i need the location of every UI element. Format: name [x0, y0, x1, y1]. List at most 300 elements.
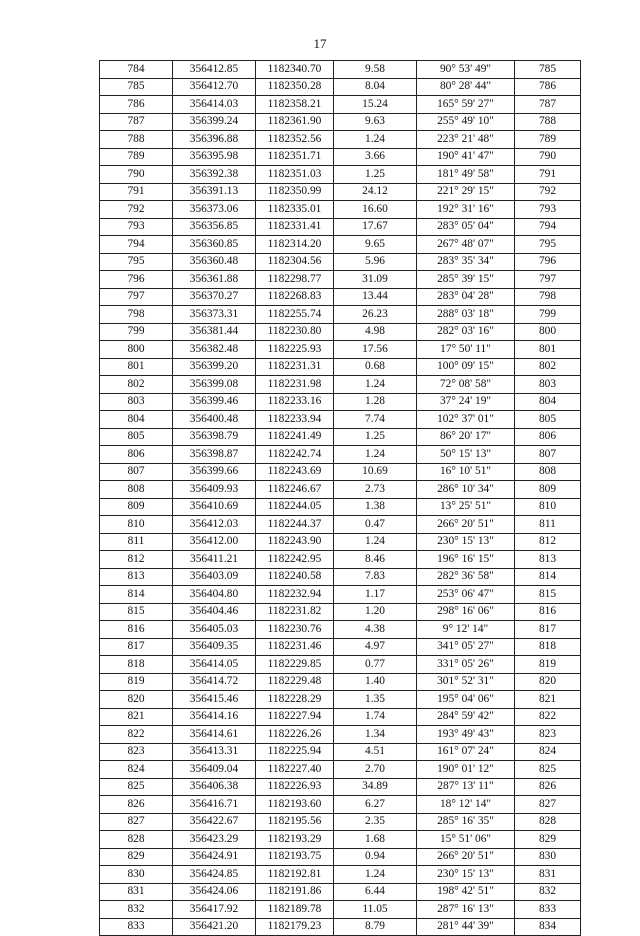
distance-cell: 15.24 — [334, 96, 417, 114]
next-point-number-cell: 810 — [515, 498, 581, 516]
y-coordinate-cell: 1182244.05 — [256, 498, 334, 516]
bearing-cell: 50° 15' 13" — [417, 446, 515, 464]
y-coordinate-cell: 1182192.81 — [256, 866, 334, 884]
table-row — [100, 428, 581, 446]
table-row — [100, 218, 581, 236]
table-row — [100, 463, 581, 481]
next-point-number-cell: 800 — [515, 323, 581, 341]
x-coordinate-cell: 356373.31 — [173, 306, 256, 324]
bearing-cell: 286° 10' 34" — [417, 481, 515, 499]
table-row — [100, 446, 581, 464]
distance-cell: 9.63 — [334, 113, 417, 131]
distance-cell: 7.83 — [334, 568, 417, 586]
distance-cell: 31.09 — [334, 271, 417, 289]
distance-cell: 16.60 — [334, 201, 417, 219]
distance-cell: 3.66 — [334, 148, 417, 166]
table-row — [100, 78, 581, 96]
table-row — [100, 901, 581, 919]
x-coordinate-cell: 356417.92 — [173, 901, 256, 919]
point-number-cell: 798 — [100, 306, 173, 324]
distance-cell: 0.94 — [334, 848, 417, 866]
distance-cell: 4.38 — [334, 621, 417, 639]
x-coordinate-cell: 356414.03 — [173, 96, 256, 114]
y-coordinate-cell: 1182231.46 — [256, 638, 334, 656]
point-number-cell: 799 — [100, 323, 173, 341]
bearing-cell: 9° 12' 14" — [417, 621, 515, 639]
y-coordinate-cell: 1182242.74 — [256, 446, 334, 464]
y-coordinate-cell: 1182233.94 — [256, 411, 334, 429]
next-point-number-cell: 833 — [515, 901, 581, 919]
next-point-number-cell: 831 — [515, 866, 581, 884]
next-point-number-cell: 797 — [515, 271, 581, 289]
distance-cell: 2.35 — [334, 813, 417, 831]
table-row — [100, 551, 581, 569]
next-point-number-cell: 826 — [515, 778, 581, 796]
point-number-cell: 824 — [100, 761, 173, 779]
next-point-number-cell: 798 — [515, 288, 581, 306]
y-coordinate-cell: 1182268.83 — [256, 288, 334, 306]
distance-cell: 8.46 — [334, 551, 417, 569]
next-point-number-cell: 793 — [515, 201, 581, 219]
bearing-cell: 18° 12' 14" — [417, 796, 515, 814]
bearing-cell: 16° 10' 51" — [417, 463, 515, 481]
table-row — [100, 96, 581, 114]
point-number-cell: 796 — [100, 271, 173, 289]
table-row — [100, 358, 581, 376]
next-point-number-cell: 795 — [515, 236, 581, 254]
bearing-cell: 15° 51' 06" — [417, 831, 515, 849]
point-number-cell: 788 — [100, 131, 173, 149]
point-number-cell: 792 — [100, 201, 173, 219]
distance-cell: 1.24 — [334, 866, 417, 884]
point-number-cell: 833 — [100, 918, 173, 936]
x-coordinate-cell: 356399.08 — [173, 376, 256, 394]
distance-cell: 4.51 — [334, 743, 417, 761]
next-point-number-cell: 817 — [515, 621, 581, 639]
distance-cell: 7.74 — [334, 411, 417, 429]
table-row — [100, 813, 581, 831]
bearing-cell: 223° 21' 48" — [417, 131, 515, 149]
x-coordinate-cell: 356424.06 — [173, 883, 256, 901]
point-number-cell: 809 — [100, 498, 173, 516]
x-coordinate-cell: 356396.88 — [173, 131, 256, 149]
next-point-number-cell: 822 — [515, 708, 581, 726]
x-coordinate-cell: 356392.38 — [173, 166, 256, 184]
table-row — [100, 656, 581, 674]
y-coordinate-cell: 1182255.74 — [256, 306, 334, 324]
bearing-cell: 283° 05' 04" — [417, 218, 515, 236]
x-coordinate-cell: 356373.06 — [173, 201, 256, 219]
x-coordinate-cell: 356423.29 — [173, 831, 256, 849]
point-number-cell: 784 — [100, 61, 173, 79]
y-coordinate-cell: 1182335.01 — [256, 201, 334, 219]
table-row — [100, 113, 581, 131]
x-coordinate-cell: 356424.85 — [173, 866, 256, 884]
y-coordinate-cell: 1182350.99 — [256, 183, 334, 201]
y-coordinate-cell: 1182314.20 — [256, 236, 334, 254]
distance-cell: 1.24 — [334, 131, 417, 149]
x-coordinate-cell: 356414.05 — [173, 656, 256, 674]
table-row — [100, 516, 581, 534]
bearing-cell: 90° 53' 49" — [417, 61, 515, 79]
distance-cell: 5.96 — [334, 253, 417, 271]
next-point-number-cell: 809 — [515, 481, 581, 499]
table-row — [100, 323, 581, 341]
next-point-number-cell: 830 — [515, 848, 581, 866]
bearing-cell: 230° 15' 13" — [417, 866, 515, 884]
next-point-number-cell: 802 — [515, 358, 581, 376]
point-number-cell: 822 — [100, 726, 173, 744]
x-coordinate-cell: 356399.46 — [173, 393, 256, 411]
distance-cell: 1.34 — [334, 726, 417, 744]
point-number-cell: 787 — [100, 113, 173, 131]
table-row — [100, 761, 581, 779]
x-coordinate-cell: 356399.24 — [173, 113, 256, 131]
bearing-cell: 282° 36' 58" — [417, 568, 515, 586]
point-number-cell: 831 — [100, 883, 173, 901]
x-coordinate-cell: 356412.03 — [173, 516, 256, 534]
x-coordinate-cell: 356356.85 — [173, 218, 256, 236]
x-coordinate-cell: 356416.71 — [173, 796, 256, 814]
bearing-cell: 193° 49' 43" — [417, 726, 515, 744]
y-coordinate-cell: 1182193.75 — [256, 848, 334, 866]
next-point-number-cell: 828 — [515, 813, 581, 831]
y-coordinate-cell: 1182243.90 — [256, 533, 334, 551]
y-coordinate-cell: 1182350.28 — [256, 78, 334, 96]
bearing-cell: 267° 48' 07" — [417, 236, 515, 254]
next-point-number-cell: 811 — [515, 516, 581, 534]
y-coordinate-cell: 1182189.78 — [256, 901, 334, 919]
next-point-number-cell: 790 — [515, 148, 581, 166]
y-coordinate-cell: 1182240.58 — [256, 568, 334, 586]
table-row — [100, 796, 581, 814]
y-coordinate-cell: 1182231.82 — [256, 603, 334, 621]
x-coordinate-cell: 356412.85 — [173, 61, 256, 79]
point-number-cell: 795 — [100, 253, 173, 271]
distance-cell: 1.24 — [334, 533, 417, 551]
bearing-cell: 86° 20' 17" — [417, 428, 515, 446]
bearing-cell: 298° 16' 06" — [417, 603, 515, 621]
table-row — [100, 131, 581, 149]
table-row — [100, 586, 581, 604]
distance-cell: 1.38 — [334, 498, 417, 516]
distance-cell: 17.56 — [334, 341, 417, 359]
next-point-number-cell: 803 — [515, 376, 581, 394]
point-number-cell: 797 — [100, 288, 173, 306]
page-number: 17 — [313, 36, 327, 51]
next-point-number-cell: 819 — [515, 656, 581, 674]
y-coordinate-cell: 1182229.85 — [256, 656, 334, 674]
y-coordinate-cell: 1182225.93 — [256, 341, 334, 359]
point-number-cell: 821 — [100, 708, 173, 726]
distance-cell: 9.65 — [334, 236, 417, 254]
next-point-number-cell: 820 — [515, 673, 581, 691]
table-row — [100, 831, 581, 849]
point-number-cell: 815 — [100, 603, 173, 621]
y-coordinate-cell: 1182351.71 — [256, 148, 334, 166]
point-number-cell: 817 — [100, 638, 173, 656]
y-coordinate-cell: 1182226.26 — [256, 726, 334, 744]
distance-cell: 17.67 — [334, 218, 417, 236]
bearing-cell: 13° 25' 51" — [417, 498, 515, 516]
bearing-cell: 284° 59' 42" — [417, 708, 515, 726]
x-coordinate-cell: 356414.72 — [173, 673, 256, 691]
x-coordinate-cell: 356415.46 — [173, 691, 256, 709]
next-point-number-cell: 794 — [515, 218, 581, 236]
bearing-cell: 190° 01' 12" — [417, 761, 515, 779]
next-point-number-cell: 823 — [515, 726, 581, 744]
y-coordinate-cell: 1182191.86 — [256, 883, 334, 901]
bearing-cell: 287° 16' 13" — [417, 901, 515, 919]
next-point-number-cell: 804 — [515, 393, 581, 411]
x-coordinate-cell: 356370.27 — [173, 288, 256, 306]
point-number-cell: 805 — [100, 428, 173, 446]
y-coordinate-cell: 1182227.40 — [256, 761, 334, 779]
table-row — [100, 341, 581, 359]
table-row — [100, 621, 581, 639]
distance-cell: 10.69 — [334, 463, 417, 481]
y-coordinate-cell: 1182195.56 — [256, 813, 334, 831]
next-point-number-cell: 821 — [515, 691, 581, 709]
bearing-cell: 255° 49' 10" — [417, 113, 515, 131]
y-coordinate-cell: 1182241.49 — [256, 428, 334, 446]
distance-cell: 1.68 — [334, 831, 417, 849]
bearing-cell: 281° 44' 39" — [417, 918, 515, 936]
point-number-cell: 800 — [100, 341, 173, 359]
table-row — [100, 568, 581, 586]
point-number-cell: 802 — [100, 376, 173, 394]
next-point-number-cell: 805 — [515, 411, 581, 429]
point-number-cell: 791 — [100, 183, 173, 201]
next-point-number-cell: 791 — [515, 166, 581, 184]
distance-cell: 0.47 — [334, 516, 417, 534]
bearing-cell: 266° 20' 51" — [417, 516, 515, 534]
next-point-number-cell: 824 — [515, 743, 581, 761]
table-row — [100, 288, 581, 306]
distance-cell: 13.44 — [334, 288, 417, 306]
next-point-number-cell: 788 — [515, 113, 581, 131]
table-row — [100, 61, 581, 79]
next-point-number-cell: 789 — [515, 131, 581, 149]
x-coordinate-cell: 356398.79 — [173, 428, 256, 446]
point-number-cell: 816 — [100, 621, 173, 639]
next-point-number-cell: 808 — [515, 463, 581, 481]
x-coordinate-cell: 356405.03 — [173, 621, 256, 639]
y-coordinate-cell: 1182193.60 — [256, 796, 334, 814]
table-row — [100, 743, 581, 761]
coordinates-table — [99, 60, 581, 936]
next-point-number-cell: 829 — [515, 831, 581, 849]
bearing-cell: 165° 59' 27" — [417, 96, 515, 114]
y-coordinate-cell: 1182230.76 — [256, 621, 334, 639]
point-number-cell: 812 — [100, 551, 173, 569]
x-coordinate-cell: 356422.67 — [173, 813, 256, 831]
bearing-cell: 282° 03' 16" — [417, 323, 515, 341]
x-coordinate-cell: 356413.31 — [173, 743, 256, 761]
table-row — [100, 848, 581, 866]
bearing-cell: 181° 49' 58" — [417, 166, 515, 184]
x-coordinate-cell: 356398.87 — [173, 446, 256, 464]
bearing-cell: 287° 13' 11" — [417, 778, 515, 796]
point-number-cell: 804 — [100, 411, 173, 429]
table-row — [100, 603, 581, 621]
bearing-cell: 221° 29' 15" — [417, 183, 515, 201]
bearing-cell: 285° 39' 15" — [417, 271, 515, 289]
bearing-cell: 192° 31' 16" — [417, 201, 515, 219]
point-number-cell: 829 — [100, 848, 173, 866]
x-coordinate-cell: 356360.48 — [173, 253, 256, 271]
point-number-cell: 811 — [100, 533, 173, 551]
y-coordinate-cell: 1182304.56 — [256, 253, 334, 271]
point-number-cell: 830 — [100, 866, 173, 884]
distance-cell: 2.70 — [334, 761, 417, 779]
table-row — [100, 393, 581, 411]
table-row — [100, 411, 581, 429]
next-point-number-cell: 825 — [515, 761, 581, 779]
y-coordinate-cell: 1182358.21 — [256, 96, 334, 114]
point-number-cell: 806 — [100, 446, 173, 464]
bearing-cell: 230° 15' 13" — [417, 533, 515, 551]
distance-cell: 0.68 — [334, 358, 417, 376]
x-coordinate-cell: 356406.38 — [173, 778, 256, 796]
next-point-number-cell: 785 — [515, 61, 581, 79]
point-number-cell: 827 — [100, 813, 173, 831]
table-row — [100, 481, 581, 499]
y-coordinate-cell: 1182193.29 — [256, 831, 334, 849]
x-coordinate-cell: 356411.21 — [173, 551, 256, 569]
next-point-number-cell: 818 — [515, 638, 581, 656]
distance-cell: 1.25 — [334, 166, 417, 184]
x-coordinate-cell: 356399.66 — [173, 463, 256, 481]
table-row — [100, 306, 581, 324]
table-body — [100, 61, 581, 936]
x-coordinate-cell: 356424.91 — [173, 848, 256, 866]
x-coordinate-cell: 356409.04 — [173, 761, 256, 779]
bearing-cell: 195° 04' 06" — [417, 691, 515, 709]
y-coordinate-cell: 1182246.67 — [256, 481, 334, 499]
distance-cell: 24.12 — [334, 183, 417, 201]
point-number-cell: 793 — [100, 218, 173, 236]
table-row — [100, 691, 581, 709]
y-coordinate-cell: 1182351.03 — [256, 166, 334, 184]
point-number-cell: 794 — [100, 236, 173, 254]
table-row — [100, 726, 581, 744]
y-coordinate-cell: 1182230.80 — [256, 323, 334, 341]
bearing-cell: 17° 50' 11" — [417, 341, 515, 359]
y-coordinate-cell: 1182231.98 — [256, 376, 334, 394]
point-number-cell: 823 — [100, 743, 173, 761]
next-point-number-cell: 816 — [515, 603, 581, 621]
bearing-cell: 285° 16' 35" — [417, 813, 515, 831]
distance-cell: 34.89 — [334, 778, 417, 796]
point-number-cell: 814 — [100, 586, 173, 604]
table-row — [100, 778, 581, 796]
table-row — [100, 883, 581, 901]
table-row — [100, 376, 581, 394]
next-point-number-cell: 813 — [515, 551, 581, 569]
y-coordinate-cell: 1182229.48 — [256, 673, 334, 691]
point-number-cell: 807 — [100, 463, 173, 481]
bearing-cell: 341° 05' 27" — [417, 638, 515, 656]
x-coordinate-cell: 356404.80 — [173, 586, 256, 604]
table-row — [100, 708, 581, 726]
y-coordinate-cell: 1182228.29 — [256, 691, 334, 709]
y-coordinate-cell: 1182242.95 — [256, 551, 334, 569]
next-point-number-cell: 792 — [515, 183, 581, 201]
distance-cell: 9.58 — [334, 61, 417, 79]
point-number-cell: 818 — [100, 656, 173, 674]
x-coordinate-cell: 356410.69 — [173, 498, 256, 516]
next-point-number-cell: 786 — [515, 78, 581, 96]
point-number-cell: 813 — [100, 568, 173, 586]
x-coordinate-cell: 356404.46 — [173, 603, 256, 621]
next-point-number-cell: 834 — [515, 918, 581, 936]
table-row — [100, 271, 581, 289]
distance-cell: 6.27 — [334, 796, 417, 814]
x-coordinate-cell: 356414.16 — [173, 708, 256, 726]
distance-cell: 1.20 — [334, 603, 417, 621]
table-row — [100, 183, 581, 201]
point-number-cell: 803 — [100, 393, 173, 411]
next-point-number-cell: 796 — [515, 253, 581, 271]
table-row — [100, 866, 581, 884]
distance-cell: 8.04 — [334, 78, 417, 96]
bearing-cell: 72° 08' 58" — [417, 376, 515, 394]
table-row — [100, 253, 581, 271]
point-number-cell: 786 — [100, 96, 173, 114]
distance-cell: 1.17 — [334, 586, 417, 604]
next-point-number-cell: 787 — [515, 96, 581, 114]
bearing-cell: 283° 35' 34" — [417, 253, 515, 271]
x-coordinate-cell: 356412.70 — [173, 78, 256, 96]
next-point-number-cell: 812 — [515, 533, 581, 551]
point-number-cell: 808 — [100, 481, 173, 499]
distance-cell: 1.24 — [334, 376, 417, 394]
bearing-cell: 80° 28' 44" — [417, 78, 515, 96]
bearing-cell: 161° 07' 24" — [417, 743, 515, 761]
distance-cell: 26.23 — [334, 306, 417, 324]
bearing-cell: 283° 04' 28" — [417, 288, 515, 306]
x-coordinate-cell: 356382.48 — [173, 341, 256, 359]
y-coordinate-cell: 1182340.70 — [256, 61, 334, 79]
distance-cell: 8.79 — [334, 918, 417, 936]
table-row — [100, 148, 581, 166]
point-number-cell: 810 — [100, 516, 173, 534]
distance-cell: 1.24 — [334, 446, 417, 464]
point-number-cell: 801 — [100, 358, 173, 376]
point-number-cell: 826 — [100, 796, 173, 814]
y-coordinate-cell: 1182298.77 — [256, 271, 334, 289]
table-row — [100, 638, 581, 656]
x-coordinate-cell: 356409.35 — [173, 638, 256, 656]
y-coordinate-cell: 1182227.94 — [256, 708, 334, 726]
y-coordinate-cell: 1182243.69 — [256, 463, 334, 481]
point-number-cell: 832 — [100, 901, 173, 919]
table-row — [100, 918, 581, 936]
y-coordinate-cell: 1182226.93 — [256, 778, 334, 796]
y-coordinate-cell: 1182361.90 — [256, 113, 334, 131]
x-coordinate-cell: 356395.98 — [173, 148, 256, 166]
distance-cell: 4.98 — [334, 323, 417, 341]
x-coordinate-cell: 356412.00 — [173, 533, 256, 551]
distance-cell: 6.44 — [334, 883, 417, 901]
distance-cell: 1.35 — [334, 691, 417, 709]
next-point-number-cell: 807 — [515, 446, 581, 464]
next-point-number-cell: 827 — [515, 796, 581, 814]
point-number-cell: 819 — [100, 673, 173, 691]
distance-cell: 1.74 — [334, 708, 417, 726]
point-number-cell: 785 — [100, 78, 173, 96]
